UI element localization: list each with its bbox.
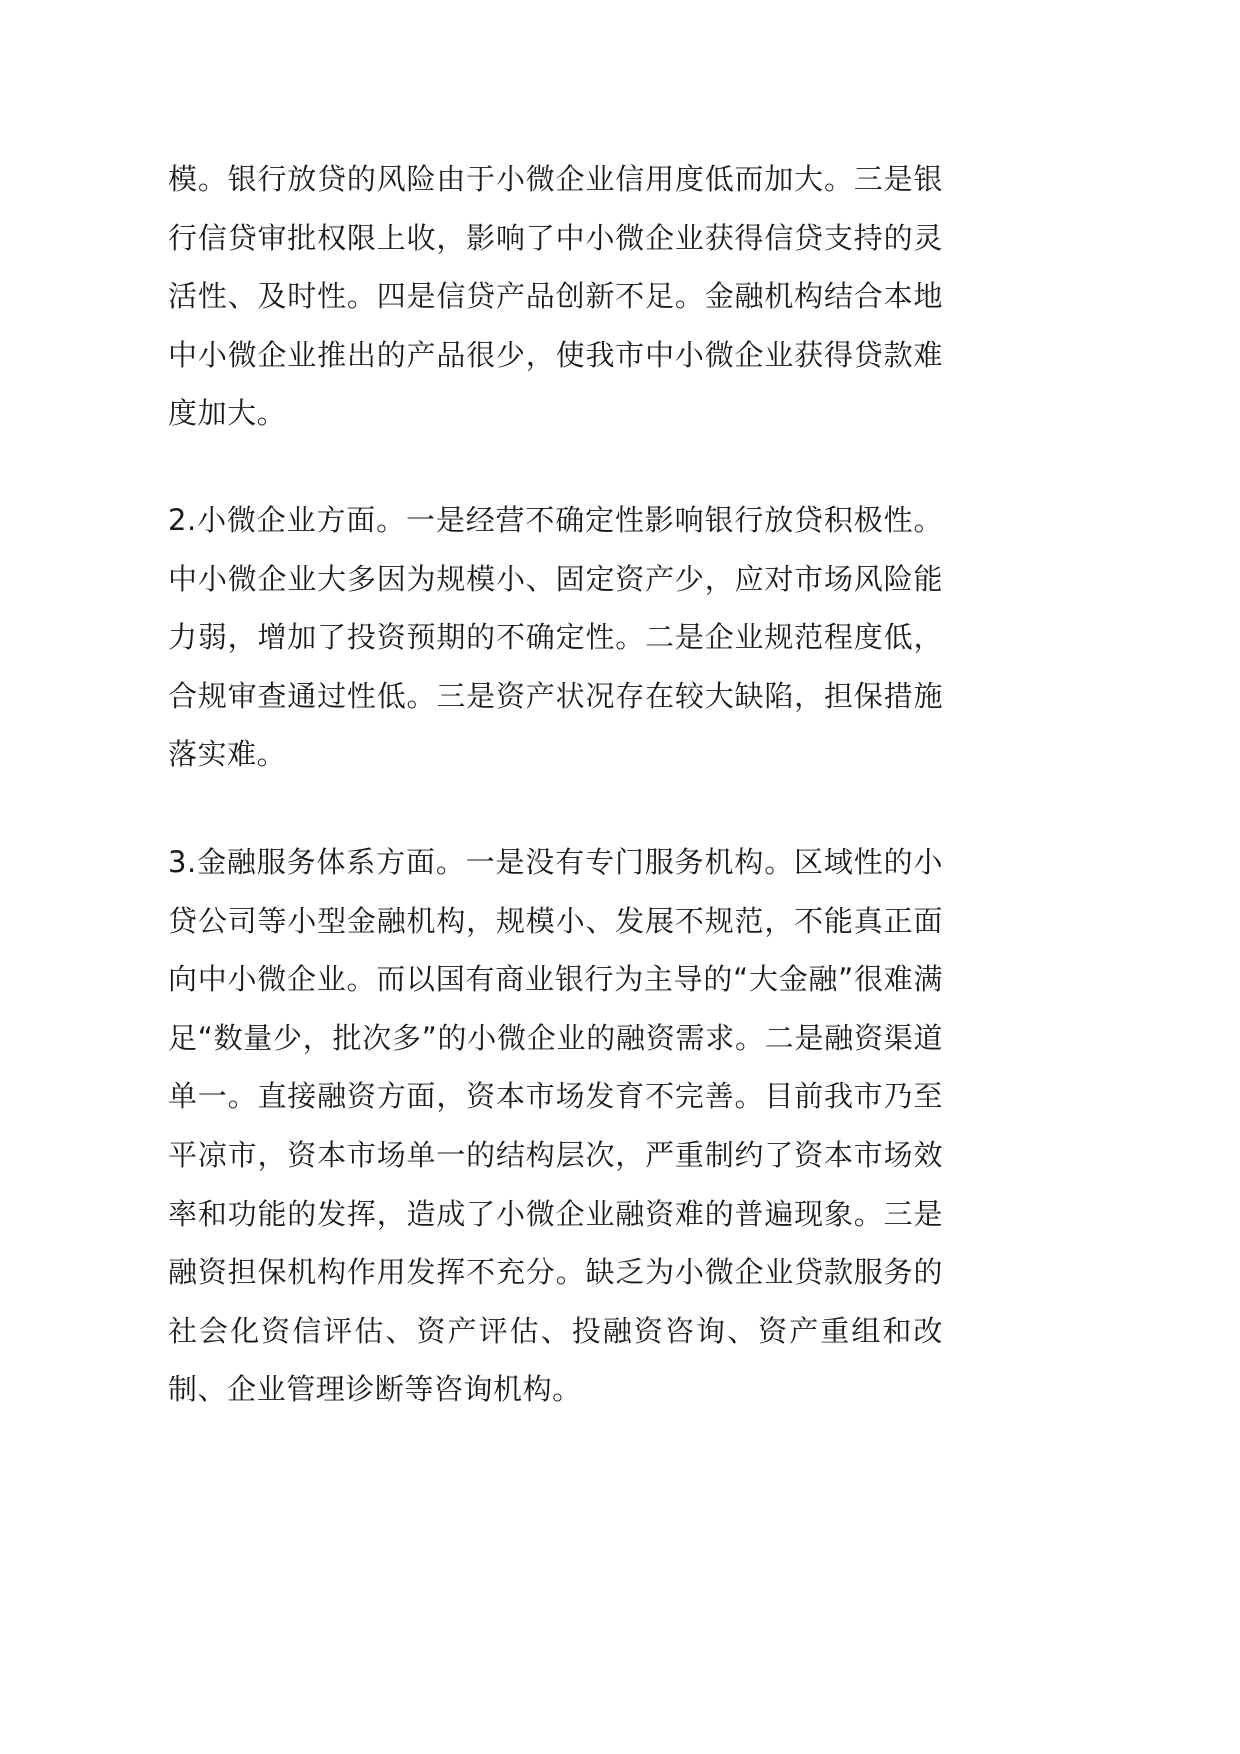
paragraph-small-enterprise-side: 2.小微企业方面。一是经营不确定性影响银行放贷积极性。中小微企业大多因为规模小、固定资产少，应对市场风险能力弱，增加了投资预期的不确定性。二是企业规范程度低，合规审查通过性低。三是资产状况存在较大缺陷，担保措施落实难。 [168, 502, 943, 772]
paragraph-financial-service-system: 3.金融服务体系方面。一是没有专门服务机构。区域性的小贷公司等小型金融机构，规模小、发展不规范，不能真正面向中小微企业。而以国有商业银行为主导的“大金融”很难满足“数量少，批次多”的小微企业的融资需求。二是融资渠道单一。直接融资方面，资本市场发育不完善。目前我市乃至平凉市，资本市场单一的结构层次，严重制约了资本市场效率和功能的发挥，造成了小微企业融资难的普遍现象。三是融资担保机构作用发挥不充分。缺乏为小微企业贷款服务的社会化资信评估、资产评估、投融资咨询、资产重组和改制、企业管理诊断等咨询机构。 [168, 844, 943, 1407]
document-body [168, 150, 943, 1419]
paragraph-bank-side-continued: 模。银行放贷的风险由于小微企业信用度低而加大。三是银行信贷审批权限上收，影响了中小微企业获得信贷支持的灵活性、及时性。四是信贷产品创新不足。金融机构结合本地中小微企业推出的产品很少，使我市中小微企业获得贷款难度加大。 [168, 162, 943, 431]
